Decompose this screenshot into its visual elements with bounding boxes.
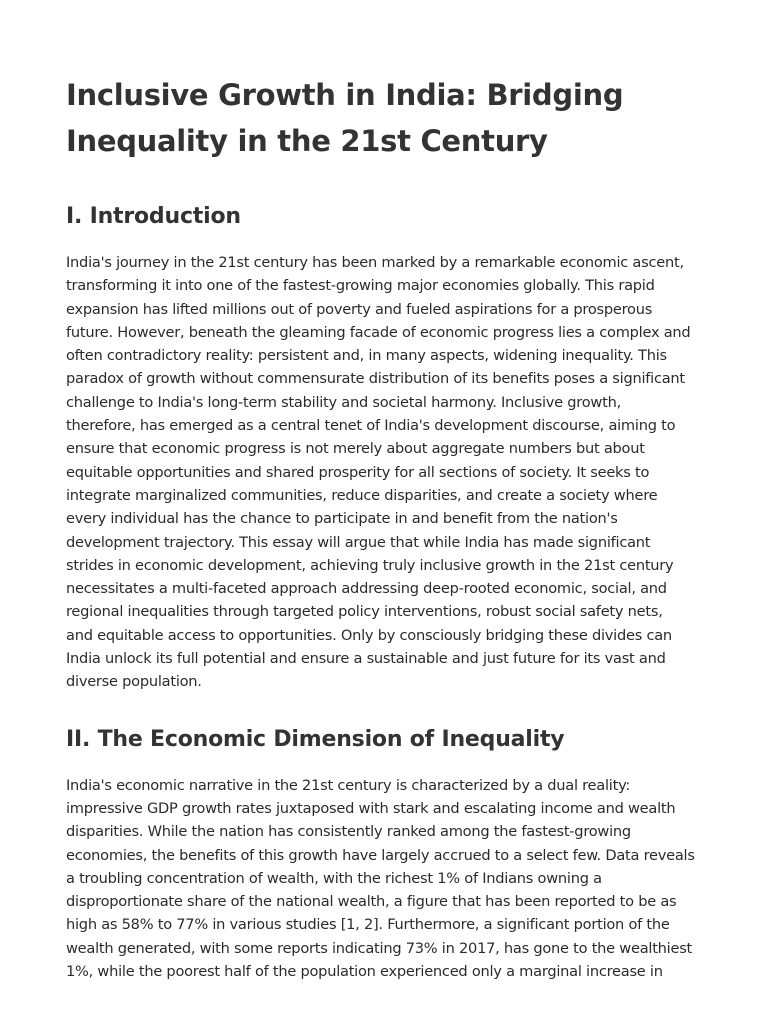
text-line: therefore, has emerged as a central tenet of India's development discourse, aiming to [66, 417, 676, 435]
document-page [66, 72, 706, 983]
section-heading-economic-dimension: II. The Economic Dimension of Inequality [66, 726, 565, 752]
text-line: regional inequalities through targeted policy interventions, robust social safety nets, [66, 603, 663, 621]
section-heading-introduction: I. Introduction [66, 204, 241, 229]
text-line: 1%, while the poorest half of the population experienced only a marginal increase in [66, 963, 663, 981]
text-line: paradox of growth without commensurate distribution of its benefits poses a significant [66, 370, 685, 388]
text-line: disproportionate share of the national wealth, a figure that has been reported to be as [66, 893, 677, 911]
document-title [66, 72, 706, 164]
text-line: impressive GDP growth rates juxtaposed with stark and escalating income and wealth [66, 799, 676, 817]
text-line: and equitable access to opportunities. Only by consciously bridging these divides can [66, 626, 672, 644]
text-line: India's economic narrative in the 21st century is characterized by a dual reality: [66, 776, 631, 794]
text-line: transforming it into one of the fastest-growing major economies globally. This rapid [66, 277, 655, 295]
text-line: India's journey in the 21st century has been marked by a remarkable economic ascent, [66, 254, 684, 271]
text-line: ensure that economic progress is not merely about aggregate numbers but about [66, 440, 645, 458]
text-line: equitable opportunities and shared prosperity for all sections of society. It seeks to [66, 463, 650, 481]
text-line: every individual has the chance to participate in and benefit from the nation's [66, 510, 618, 528]
text-line: necessitates a multi-faceted approach addressing deep-rooted economic, social, and [66, 580, 667, 598]
text-line: disparities. While the nation has consistently ranked among the fastest-growing [66, 823, 631, 841]
text-line: India unlock its full potential and ensure a sustainable and just future for its vast and [66, 650, 666, 668]
text-line: high as 58% to 77% in various studies [1, 2]. Furthermore, a significant portion of the [66, 916, 670, 934]
text-line: development trajectory. This essay will argue that while India has made significant [66, 533, 651, 551]
text-line: challenge to India's long-term stability and societal harmony. Inclusive growth, [66, 393, 621, 411]
text-line: economies, the benefits of this growth have largely accrued to a select few. Data reveals [66, 846, 695, 864]
text-line: diverse population. [66, 673, 202, 691]
text-line: integrate marginalized communities, reduce disparities, and create a society where [66, 486, 658, 504]
economic-dimension-paragraph [66, 774, 706, 984]
title-line: Inclusive Growth in India: Bridging [66, 78, 624, 112]
text-line: wealth generated, with some reports indicating 73% in 2017, has gone to the wealthiest [66, 939, 693, 957]
text-line: future. However, beneath the gleaming facade of economic progress lies a complex and [66, 323, 691, 341]
title-line: Inequality in the 21st Century [66, 124, 548, 158]
text-line: expansion has lifted millions out of poverty and fueled aspirations for a prosperous [66, 300, 653, 318]
introduction-paragraph [66, 251, 706, 694]
text-line: strides in economic development, achieving truly inclusive growth in the 21st century [66, 556, 674, 574]
text-line: a troubling concentration of wealth, with the richest 1% of Indians owning a [66, 869, 602, 887]
text-line: often contradictory reality: persistent and, in many aspects, widening inequality. This [66, 347, 667, 365]
